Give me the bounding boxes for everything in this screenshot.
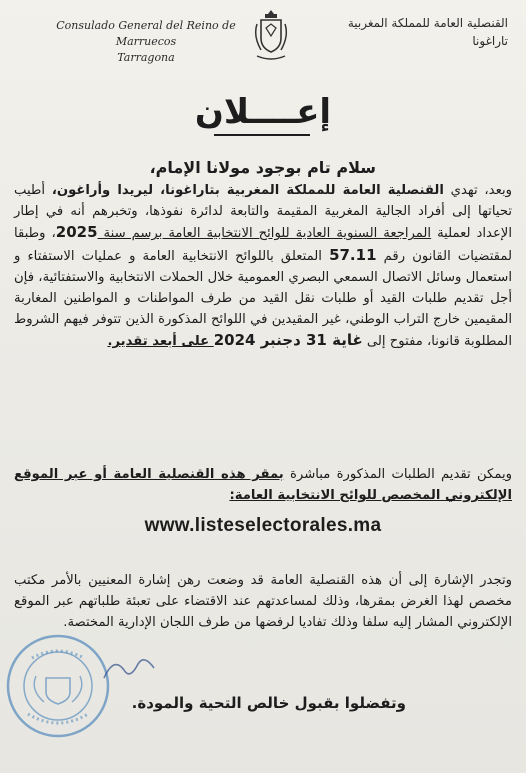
p1-revision-phrase: المراجعة السنوية العادية للوائح الانتخابية العامة برسم سنة [97,226,432,242]
announcement-title: إعــــلان [194,92,332,132]
header-spanish-city: Tarragona [117,51,175,64]
paragraph-assistance: وتجدر الإشارة إلى أن هذه القنصلية العامة قد وضعت رهن إشارة المعنيين بالأمر مكتب مخصص لهذا الغرض بمقرها، وذلك لمساعدتهم عند الاقتضاء على تعبئة طلباتهم عبر الموقع الإلكتروني المشار إليه سلفا وذلك تفاديا لرفضها من طرف اللجان الإدارية المختصة. [14,573,512,631]
greeting: سلام تام بوجود مولانا الإمام، [149,158,376,177]
header-arabic-consulate: القنصلية العامة للمملكة المغربية [347,16,508,30]
p1-year: 2025 [55,223,98,242]
p2-text-1: ويمكن تقديم الطلبات المذكورة مباشرة [283,467,512,482]
header-arabic [308,14,508,50]
p1-deadline: غاية 31 دجنبر 2024 [213,331,363,350]
p1-law-number: 57.11 [329,245,377,264]
paragraph-submission [14,464,512,506]
paragraph-registration [14,180,512,353]
website-link[interactable]: www.listeselectorales.ma [144,515,382,536]
header-spanish [46,18,246,66]
p1-text-1: وبعد، تهدي [443,183,512,198]
p1-text-6: المتعلق باللوائح الانتخابية العامة و عمليات الاستفتاء و استعمال وسائل الاتصال السمعي البصري العمومية خلال الحملات الانتخابية والاستفتائية، فإن أجل تقديم طلبات القيد أو طلبات نقل القيد من طرف المواطنات و المواطنين المغاربة المقيمين خارج التراب الوطني، غير المقيدين في اللوائح المذكورة الذين تتوفر فيهم الشروط المطلوبة قانونا، مفتوح إلى [14,248,512,350]
moroccan-coat-of-arms-icon [251,6,291,66]
consulate-seal-stamp [2,630,114,742]
p2-submission-channels: بمقر هذه القنصلية العامة أو عبر الموقع الإلكتروني المخصص للوائح الانتخابية العامة: [14,467,512,504]
p1-text-3: أطيب تحياتها إلى أفراد الجالية المغربية المقيمة والتابعة لدائرة نفوذها، وتخبرهم أنه في إطار الإعداد لعملية [14,183,512,242]
title-underline [214,134,310,136]
p1-text-5: ، وطبقا لمقتضيات القانون رقم [14,226,512,264]
closing-salutation: وتفضلوا بقبول خالص التحية والمودة. [131,694,406,712]
header-arabic-city: تاراغونا [472,34,508,48]
p1-consulate-name: القنصلية العامة للمملكة المغربية بتاراغونا، ليريدا وأراغون، [51,183,444,198]
header-spanish-consulate: Consulado General del Reino de Marruecos [56,19,236,48]
signature-mark [100,648,160,688]
p1-text-8: على أبعد تقدير. [107,334,214,350]
